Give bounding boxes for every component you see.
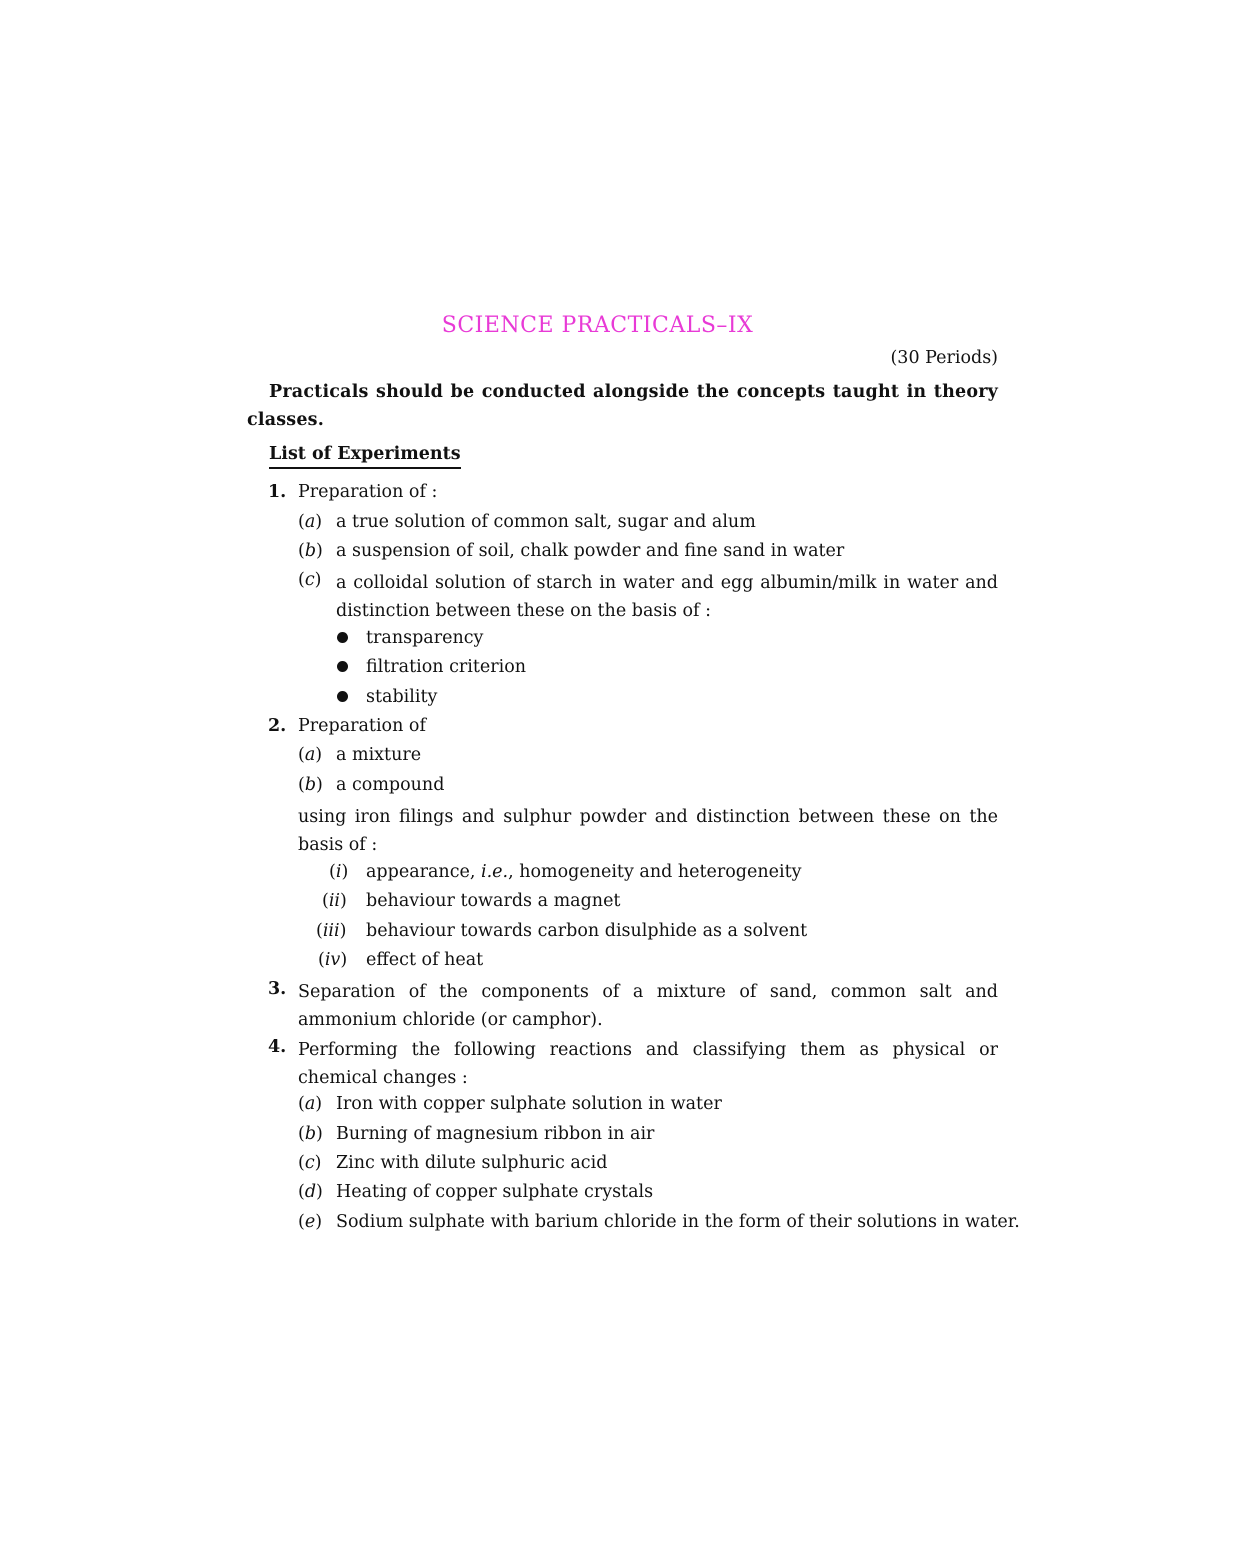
exp2-ii-text: behaviour towards a magnet — [366, 891, 621, 911]
list-heading: List of Experiments — [269, 444, 461, 469]
bullet-icon — [337, 632, 348, 643]
exp2-a-text: a mixture — [336, 745, 422, 765]
exp2-text: Preparation of — [298, 716, 426, 736]
exp4-c-text: Zinc with dilute sulphuric acid — [336, 1153, 608, 1173]
exp2-ii-label: (ii) — [322, 891, 347, 911]
exp2-i-label: (i) — [329, 862, 349, 882]
exp4-d-label: (d) — [298, 1182, 323, 1202]
exp4-text: Performing the following reactions and classifying them as physical or chemical changes : — [298, 1040, 998, 1088]
exp1-text: Preparation of : — [298, 482, 438, 502]
exp1-a-label: (a) — [298, 512, 323, 532]
exp4-a-text: Iron with copper sulphate solution in water — [336, 1094, 722, 1114]
exp3-text: Separation of the components of a mixture of sand, common salt and ammonium chloride (or camphor). — [298, 982, 998, 1030]
exp4-c-label: (c) — [298, 1153, 322, 1173]
exp2-b-text: a compound — [336, 775, 445, 795]
exp1-c-text: a colloidal solution of starch in water and egg albumin/milk in water and distinction between these on the basis of : — [336, 573, 998, 621]
exp1-b-text: a suspension of soil, chalk powder and fine sand in water — [336, 541, 845, 561]
exp2-iv-label: (iv) — [318, 950, 348, 970]
exp4-b-text: Burning of magnesium ribbon in air — [336, 1124, 655, 1144]
exp4-b-label: (b) — [298, 1124, 323, 1144]
exp1-bullet-stability: stability — [366, 687, 438, 707]
exp2-iv-text: effect of heat — [366, 950, 484, 970]
exp1-bullet-filtration: filtration criterion — [366, 657, 527, 677]
exp2-b-label: (b) — [298, 775, 323, 795]
exp4-number: 4. — [268, 1037, 287, 1057]
exp2-number: 2. — [268, 716, 287, 736]
bullet-icon — [337, 691, 348, 702]
exp1-bullet-transparency: transparency — [366, 628, 484, 648]
exp1-number: 1. — [268, 482, 287, 502]
exp4-a-label: (a) — [298, 1094, 323, 1114]
page-title: SCIENCE PRACTICALS–IX — [441, 313, 754, 338]
exp2-i-text: appearance, i.e., homogeneity and heterogeneity — [366, 862, 802, 882]
exp2-paragraph: using iron filings and sulphur powder and distinction between these on the basis of : — [298, 807, 998, 855]
bullet-icon — [337, 661, 348, 672]
exp3-number: 3. — [268, 979, 287, 999]
exp2-a-label: (a) — [298, 745, 323, 765]
periods-label: (30 Periods) — [890, 348, 998, 368]
exp4-d-text: Heating of copper sulphate crystals — [336, 1182, 654, 1202]
exp2-iii-label: (iii) — [316, 921, 347, 941]
intro-paragraph: Practicals should be conducted alongside the concepts taught in theory classes. — [247, 382, 998, 430]
exp1-b-label: (b) — [298, 541, 323, 561]
exp2-iii-text: behaviour towards carbon disulphide as a solvent — [366, 921, 808, 941]
exp4-e-label: (e) — [298, 1212, 323, 1232]
exp1-a-text: a true solution of common salt, sugar and alum — [336, 512, 756, 532]
exp1-c-label: (c) — [298, 570, 322, 590]
exp4-e-text: Sodium sulphate with barium chloride in the form of their solutions in water. — [336, 1212, 1020, 1232]
